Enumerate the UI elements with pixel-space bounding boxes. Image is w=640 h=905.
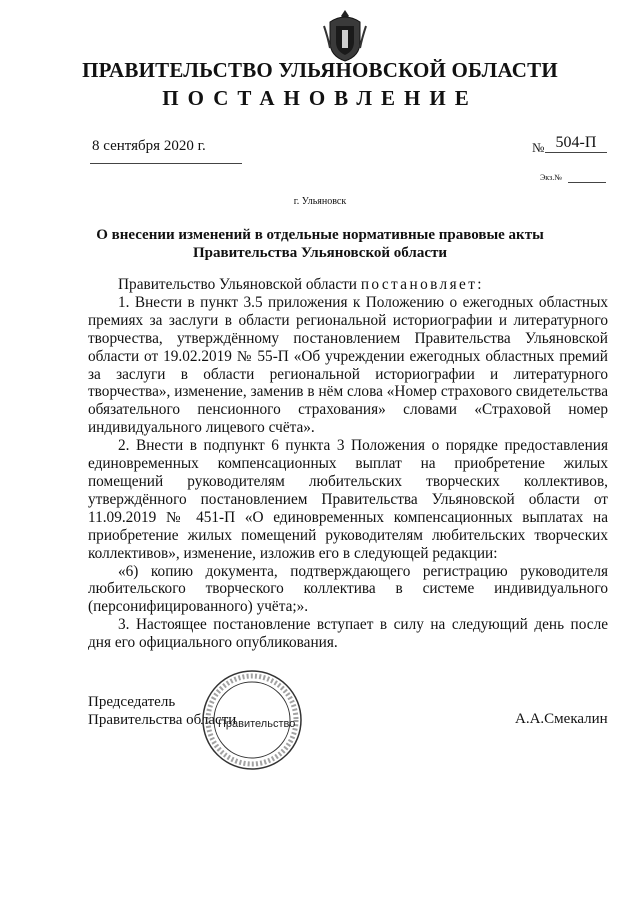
- intro-subject: Правительство Ульяновской области: [118, 276, 357, 293]
- document-type: ПОСТАНОВЛЕНИЕ: [162, 86, 478, 110]
- paragraph-1: 1. Внести в пункт 3.5 приложения к Положению о ежегодных областных премиях за заслуги в области региональной историографии и литературного творчества, утверждённому постановлением Правительства Ульяновской области от 19.02.2019 № 55-П «Об учреждении ежегодных областных премий за заслуги в области региональной историографии и литературного творчества», изменение, заменив в нём слова «Номер страхового свидетельства обязательного пенсионного страхования» словами «Страховой номер индивидуального лицевого счёта».: [88, 293, 608, 437]
- paragraph-3: «6) копию документа, подтверждающего регистрацию руководителя любительского творческого коллектива в системе индивидуального (персонифицированного) учёта;».: [88, 562, 608, 616]
- stamp-text: Правительство: [218, 718, 296, 730]
- document-heading: [0, 226, 640, 262]
- intro-paragraph: [88, 276, 608, 294]
- signer-name: А.А.Смекалин: [515, 711, 608, 727]
- heading-line-2: Правительства Ульяновской области: [192, 245, 448, 261]
- document-date: 8 сентября 2020 г.: [92, 138, 206, 154]
- heading-line-1: О внесении изменений в отдельные нормативные правовые акты: [96, 227, 544, 243]
- signer-position-line-2: Правительства области: [88, 712, 237, 728]
- intro-decree-word: постановляет:: [360, 276, 484, 293]
- paragraph-4: 3. Настоящее постановление вступает в силу на следующий день после дня его официального опубликования.: [88, 616, 608, 652]
- number-sign: №: [532, 140, 545, 155]
- copy-label: Экз.№: [540, 173, 562, 182]
- organization-title: ПРАВИТЕЛЬСТВО УЛЬЯНОВСКОЙ ОБЛАСТИ: [82, 58, 558, 82]
- date-underline: [90, 163, 242, 164]
- coat-of-arms-emblem: [322, 8, 368, 62]
- city: г. Ульяновск: [293, 196, 347, 207]
- document-number: 504-П: [545, 134, 607, 153]
- document-body: [88, 276, 608, 652]
- paragraph-2: 2. Внести в подпункт 6 пункта 3 Положения о порядке предоставления единовременных компенсационных выплат на приобретение жилых помещений руководителям любительских творческих коллективов, утверждённого постановлением Правительства Ульяновской области от 11.09.2019 № 451-П «О единовременных компенсационных выплатах на приобретение жилых помещений руководителям любительских творческих коллективов», изменение, изложив его в следующей редакции:: [88, 437, 608, 562]
- signer-position-line-1: Председатель: [88, 694, 176, 710]
- copy-underline: [568, 182, 606, 183]
